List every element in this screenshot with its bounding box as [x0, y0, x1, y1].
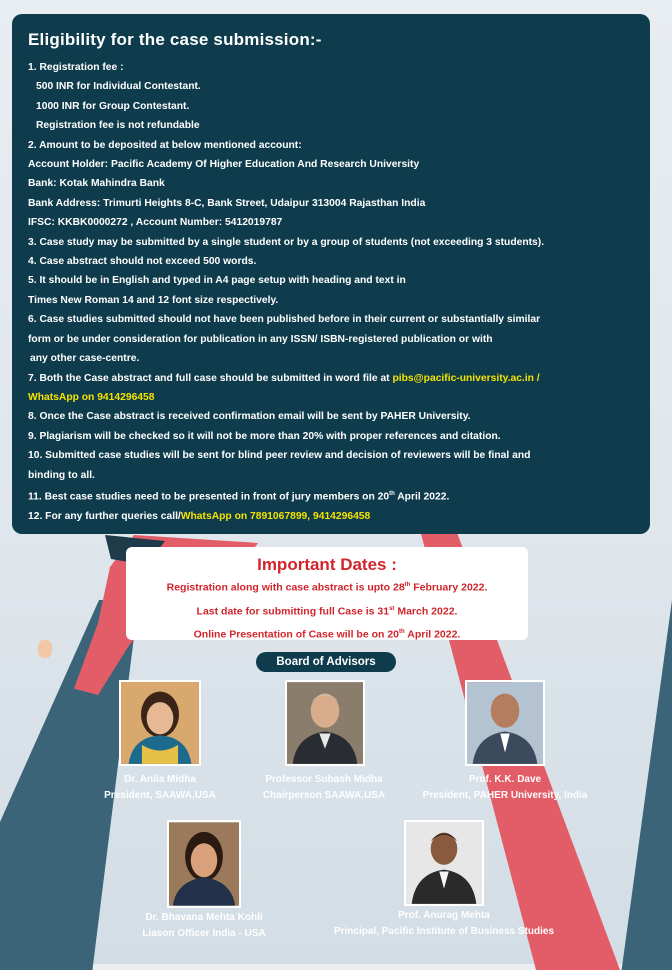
eligibility-line: 5. It should be in English and typed in A4 page setup with heading and text in [28, 275, 406, 287]
advisor-name: Prof. K.K. Dave [468, 774, 542, 785]
queries-whatsapp[interactable]: WhatsApp on 7891067899, 9414296458 [180, 510, 371, 522]
eligibility-line: 8. Once the Case abstract is received confirmation email will be sent by PAHER University. [28, 411, 471, 423]
eligibility-line: IFSC: KKBK0000272 , Account Number: 5412019787 [28, 217, 283, 229]
advisor-role: Chairperson SAAWA,USA [262, 790, 386, 801]
line11-end: April 2022. [394, 491, 450, 503]
eligibility-line-12 [28, 507, 634, 526]
line12-text: 12. For any further queries call/ [28, 510, 181, 522]
runner-hand [38, 640, 52, 658]
date-full-case-end: March 2022. [394, 605, 458, 617]
person-portrait-icon [467, 682, 543, 764]
submission-email-link[interactable]: pibs@pacific-university.ac.in / [392, 372, 540, 384]
eligibility-line: Times New Roman 14 and 12 font size respectively. [28, 294, 279, 306]
eligibility-line: 1000 INR for Group Contestant. [36, 100, 190, 112]
submission-whatsapp[interactable]: WhatsApp on 9414296458 [28, 391, 155, 403]
important-dates-box [126, 547, 528, 640]
person-portrait-icon [169, 822, 239, 906]
advisor-photo-kk-dave [465, 680, 545, 766]
eligibility-line: 500 INR for Individual Contestant. [36, 81, 201, 93]
advisor-photo-bhavana-mehta-kohli [167, 820, 241, 908]
eligibility-line: 4. Case abstract should not exceed 500 words. [28, 256, 257, 268]
eligibility-line: 1. Registration fee : [28, 62, 124, 73]
date-full-case-sup: st [389, 605, 395, 612]
advisor-role: President, PAHER University, India [422, 790, 588, 801]
eligibility-line: form or be under consideration for publication in any ISSN/ ISBN-registered publication or with [28, 333, 493, 345]
important-dates-title: Important Dates : [257, 555, 397, 574]
advisor-role: Liason Officer India - USA [142, 928, 266, 939]
line7-text: 7. Both the Case abstract and full case should be submitted in word file at [28, 372, 393, 384]
advisor-name: Prof. Anurag Mehta [398, 910, 490, 921]
date-presentation-sup: th [399, 629, 405, 635]
date-registration-sup: th [404, 582, 411, 588]
advisor-role: Principal, Pacific Institute of Business Studies [333, 926, 555, 937]
date-presentation [126, 622, 528, 646]
eligibility-line: Registration fee is not refundable [36, 120, 200, 132]
person-portrait-icon [406, 822, 482, 904]
eligibility-line: binding to all. [28, 469, 95, 481]
eligibility-line: Account Holder: Pacific Academy Of Higher Education And Research University [28, 159, 420, 171]
eligibility-line: 6. Case studies submitted should not have been published before in their current or substantially similar [28, 314, 541, 326]
board-of-advisors-label: Board of Advisors [256, 652, 396, 672]
eligibility-title: Eligibility for the case submission:- [28, 30, 322, 49]
date-presentation-end: April 2022. [404, 628, 461, 641]
advisor-photo-anurag-mehta [404, 820, 484, 906]
date-registration-end: February 2022. [410, 581, 488, 594]
eligibility-line: 3. Case study may be submitted by a single student or by a group of students (not exceeding 3 students). [28, 236, 545, 248]
eligibility-line: any other case-centre. [30, 353, 140, 365]
eligibility-line: 9. Plagiarism will be checked so it will not be more than 20% with proper references and citation. [28, 430, 501, 442]
advisor-photo-anila-midha [119, 680, 201, 766]
advisor-name: Dr. Bhavana Mehta Kohli [145, 912, 263, 923]
advisor-name: Professor Subash Midha [265, 774, 383, 785]
eligibility-line-11 [28, 485, 634, 507]
eligibility-line: Bank: Kotak Mahindra Bank [28, 178, 165, 190]
eligibility-line-7 [28, 369, 634, 388]
line11-sup: th [389, 490, 395, 497]
advisor-name: Dr. Anila Midha [124, 774, 196, 785]
date-full-case-text: Last date for submitting full Case is 31 [196, 605, 390, 617]
date-registration-text: Registration along with case abstract is upto 28 [166, 581, 405, 594]
advisor-role: President, SAAWA,USA [104, 790, 216, 801]
eligibility-line: Bank Address: Trimurti Heights 8-C, Bank Street, Udaipur 313004 Rajasthan India [28, 197, 426, 209]
person-portrait-icon [121, 682, 199, 764]
person-portrait-icon [287, 682, 363, 764]
line11-text: 11. Best case studies need to be presented in front of jury members on 20 [28, 491, 390, 503]
date-full-case [126, 599, 528, 623]
eligibility-line: 10. Submitted case studies will be sent for blind peer review and decision of reviewers will be final and [28, 450, 531, 462]
eligibility-card [12, 14, 650, 534]
date-registration [126, 575, 528, 599]
advisor-photo-subash-midha [285, 680, 365, 766]
date-presentation-text: Online Presentation of Case will be on 20 [193, 628, 400, 641]
eligibility-line: 2. Amount to be deposited at below mentioned account: [28, 139, 302, 151]
